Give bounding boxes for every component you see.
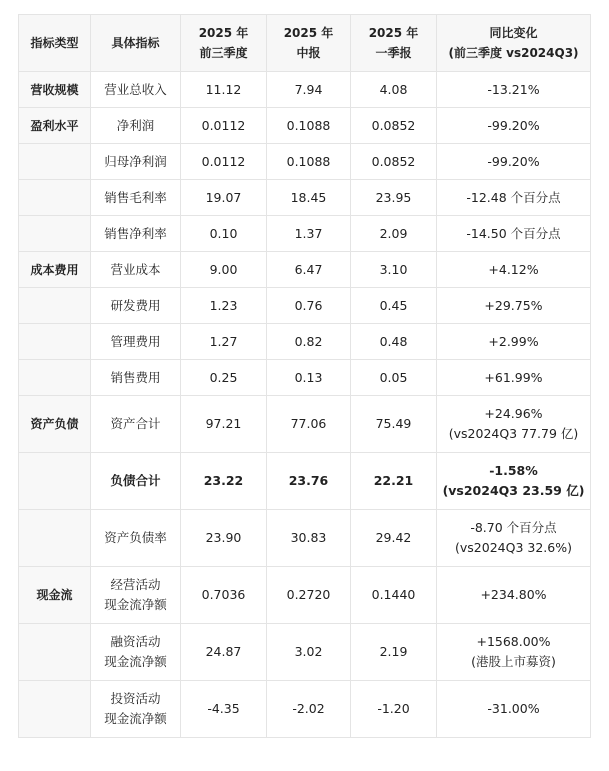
table-row [19,396,591,453]
value-2025-q3-cell: 11.12 [181,72,267,108]
yoy-change-cell [437,624,591,681]
value-2025-h1-cell: 0.1088 [267,144,351,180]
value-2025-q1-cell: 2.09 [351,216,437,252]
indicator-name-cell [91,108,181,144]
value-2025-q3-cell: 0.10 [181,216,267,252]
table-row [19,180,591,216]
category-cell [19,324,91,360]
table-row [19,288,591,324]
yoy-change-line: (vs2024Q3 77.79 亿) [448,426,579,441]
indicator-name-line: 资产合计 [110,416,161,431]
value-2025-q3-cell: 23.22 [181,453,267,510]
category-cell [19,510,91,567]
value-2025-h1-cell: 6.47 [267,252,351,288]
category-cell: 现金流 [19,567,91,624]
value-2025-h1-cell: 77.06 [267,396,351,453]
yoy-change-cell [437,396,591,453]
indicator-name-cell [91,453,181,510]
value-2025-q1-cell: 75.49 [351,396,437,453]
header-indicator [91,15,181,72]
indicator-name-line: 管理费用 [110,333,161,349]
category-cell: 成本费用 [19,252,91,288]
value-2025-q1-cell: 0.0852 [351,144,437,180]
yoy-change-cell [437,216,591,252]
value-2025-q1-cell: 0.05 [351,360,437,396]
category-cell [19,144,91,180]
yoy-change-cell [437,72,591,108]
value-2025-q3-cell: 0.7036 [181,567,267,624]
yoy-change-line: +24.96% [484,406,543,421]
indicator-name-line: 营业成本 [110,261,161,277]
value-2025-h1-cell: 7.94 [267,72,351,108]
header-text-line: 中报 [296,46,321,60]
yoy-change-cell [437,567,591,624]
value-2025-q3-cell: 23.90 [181,510,267,567]
category-cell [19,453,91,510]
indicator-name-line: 投资活动 [110,691,161,706]
value-2025-h1-cell: 0.76 [267,288,351,324]
category-cell [19,624,91,681]
value-2025-h1-cell: 0.2720 [267,567,351,624]
value-2025-q3-cell: 1.23 [181,288,267,324]
value-2025-h1-cell: 0.82 [267,324,351,360]
yoy-change-line: -99.20% [487,153,540,169]
table-row [19,510,591,567]
indicator-name-cell [91,567,181,624]
yoy-change-cell [437,453,591,510]
yoy-change-line: +61.99% [484,369,543,385]
header-2025-q1 [351,15,437,72]
indicator-name-line: 融资活动 [110,634,161,649]
indicator-name-line: 现金流净额 [104,597,167,612]
indicator-name-line: 归母净利润 [104,153,167,169]
value-2025-h1-cell: 0.13 [267,360,351,396]
value-2025-q3-cell: 0.25 [181,360,267,396]
table-row [19,681,591,738]
value-2025-h1-cell: 30.83 [267,510,351,567]
header-text-line: 具体指标 [111,36,160,50]
indicator-name-cell [91,510,181,567]
yoy-change-line: -13.21% [487,81,540,97]
header-row [19,15,591,72]
yoy-change-line: +1568.00% [476,634,551,649]
value-2025-q1-cell: -1.20 [351,681,437,738]
yoy-change-cell [437,180,591,216]
yoy-change-line: +234.80% [480,587,547,602]
indicator-name-line: 现金流净额 [104,711,167,726]
indicator-name-cell [91,324,181,360]
yoy-change-line: +4.12% [488,261,539,277]
table-row [19,108,591,144]
value-2025-q3-cell: 19.07 [181,180,267,216]
value-2025-h1-cell: 0.1088 [267,108,351,144]
header-text-line: 2025 年 [283,26,334,40]
category-cell [19,216,91,252]
value-2025-q1-cell: 0.45 [351,288,437,324]
indicator-name-line: 销售净利率 [104,225,167,241]
yoy-change-cell [437,681,591,738]
value-2025-q1-cell: 3.10 [351,252,437,288]
value-2025-q1-cell: 4.08 [351,72,437,108]
yoy-change-cell [437,360,591,396]
category-cell [19,180,91,216]
table-body [19,72,591,738]
yoy-change-line: +2.99% [488,333,539,349]
value-2025-q3-cell: 9.00 [181,252,267,288]
yoy-change-line: -1.58% [489,463,538,478]
yoy-change-line: -99.20% [487,117,540,133]
value-2025-q1-cell: 0.0852 [351,108,437,144]
table-row [19,624,591,681]
indicator-name-line: 净利润 [116,117,155,133]
indicator-name-cell [91,396,181,453]
header-2025-q3 [181,15,267,72]
indicator-name-line: 负债合计 [110,473,161,488]
yoy-change-cell [437,252,591,288]
value-2025-h1-cell: 18.45 [267,180,351,216]
category-cell [19,360,91,396]
indicator-name-cell [91,360,181,396]
header-text-line: (前三季度 vs2024Q3) [448,46,579,60]
indicator-name-cell [91,288,181,324]
category-cell [19,681,91,738]
indicator-name-cell [91,252,181,288]
value-2025-q3-cell: 1.27 [181,324,267,360]
yoy-change-line: (港股上市募资) [471,654,556,669]
header-2025-h1 [267,15,351,72]
yoy-change-cell [437,108,591,144]
yoy-change-line: -8.70 个百分点 [470,520,557,535]
value-2025-h1-cell: 3.02 [267,624,351,681]
table-row [19,324,591,360]
value-2025-q3-cell: 24.87 [181,624,267,681]
table-row [19,144,591,180]
category-cell: 营收规模 [19,72,91,108]
financial-indicators-table [18,14,591,738]
header-text-line: 2025 年 [198,26,249,40]
indicator-name-cell [91,72,181,108]
header-text-line: 同比变化 [489,26,538,40]
value-2025-q1-cell: 22.21 [351,453,437,510]
indicator-name-line: 研发费用 [110,297,161,313]
header-text-line: 2025 年 [368,26,419,40]
value-2025-q1-cell: 29.42 [351,510,437,567]
table-row [19,360,591,396]
value-2025-h1-cell: -2.02 [267,681,351,738]
table-row [19,216,591,252]
yoy-change-line: +29.75% [484,297,543,313]
value-2025-q1-cell: 2.19 [351,624,437,681]
table-row [19,453,591,510]
table-row [19,567,591,624]
yoy-change-cell [437,324,591,360]
value-2025-q1-cell: 0.1440 [351,567,437,624]
yoy-change-cell [437,510,591,567]
header-text-line: 指标类型 [30,36,79,50]
indicator-name-line: 营业总收入 [104,81,167,97]
table-row [19,72,591,108]
yoy-change-line: (vs2024Q3 32.6%) [455,540,572,555]
indicator-name-line: 资产负债率 [104,530,167,545]
yoy-change-line: -14.50 个百分点 [466,225,561,241]
indicator-name-line: 经营活动 [110,577,161,592]
indicator-name-line: 销售费用 [110,369,161,385]
financial-table-container [18,14,590,738]
category-cell: 资产负债 [19,396,91,453]
indicator-name-cell [91,144,181,180]
value-2025-h1-cell: 23.76 [267,453,351,510]
value-2025-q3-cell: -4.35 [181,681,267,738]
indicator-name-cell [91,624,181,681]
indicator-name-cell [91,681,181,738]
value-2025-q3-cell: 97.21 [181,396,267,453]
value-2025-q1-cell: 23.95 [351,180,437,216]
yoy-change-line: (vs2024Q3 23.59 亿) [442,483,585,498]
yoy-change-cell [437,288,591,324]
category-cell [19,288,91,324]
table-row [19,252,591,288]
yoy-change-cell [437,144,591,180]
category-cell: 盈利水平 [19,108,91,144]
value-2025-q3-cell: 0.0112 [181,108,267,144]
header-text-line: 一季报 [375,46,412,60]
header-indicator-type [19,15,91,72]
value-2025-q3-cell: 0.0112 [181,144,267,180]
indicator-name-cell [91,180,181,216]
indicator-name-line: 现金流净额 [104,654,167,669]
value-2025-q1-cell: 0.48 [351,324,437,360]
value-2025-h1-cell: 1.37 [267,216,351,252]
indicator-name-cell [91,216,181,252]
indicator-name-line: 销售毛利率 [104,189,167,205]
header-text-line: 前三季度 [199,46,248,60]
header-yoy-change [437,15,591,72]
yoy-change-line: -12.48 个百分点 [466,189,561,205]
yoy-change-line: -31.00% [487,701,540,716]
